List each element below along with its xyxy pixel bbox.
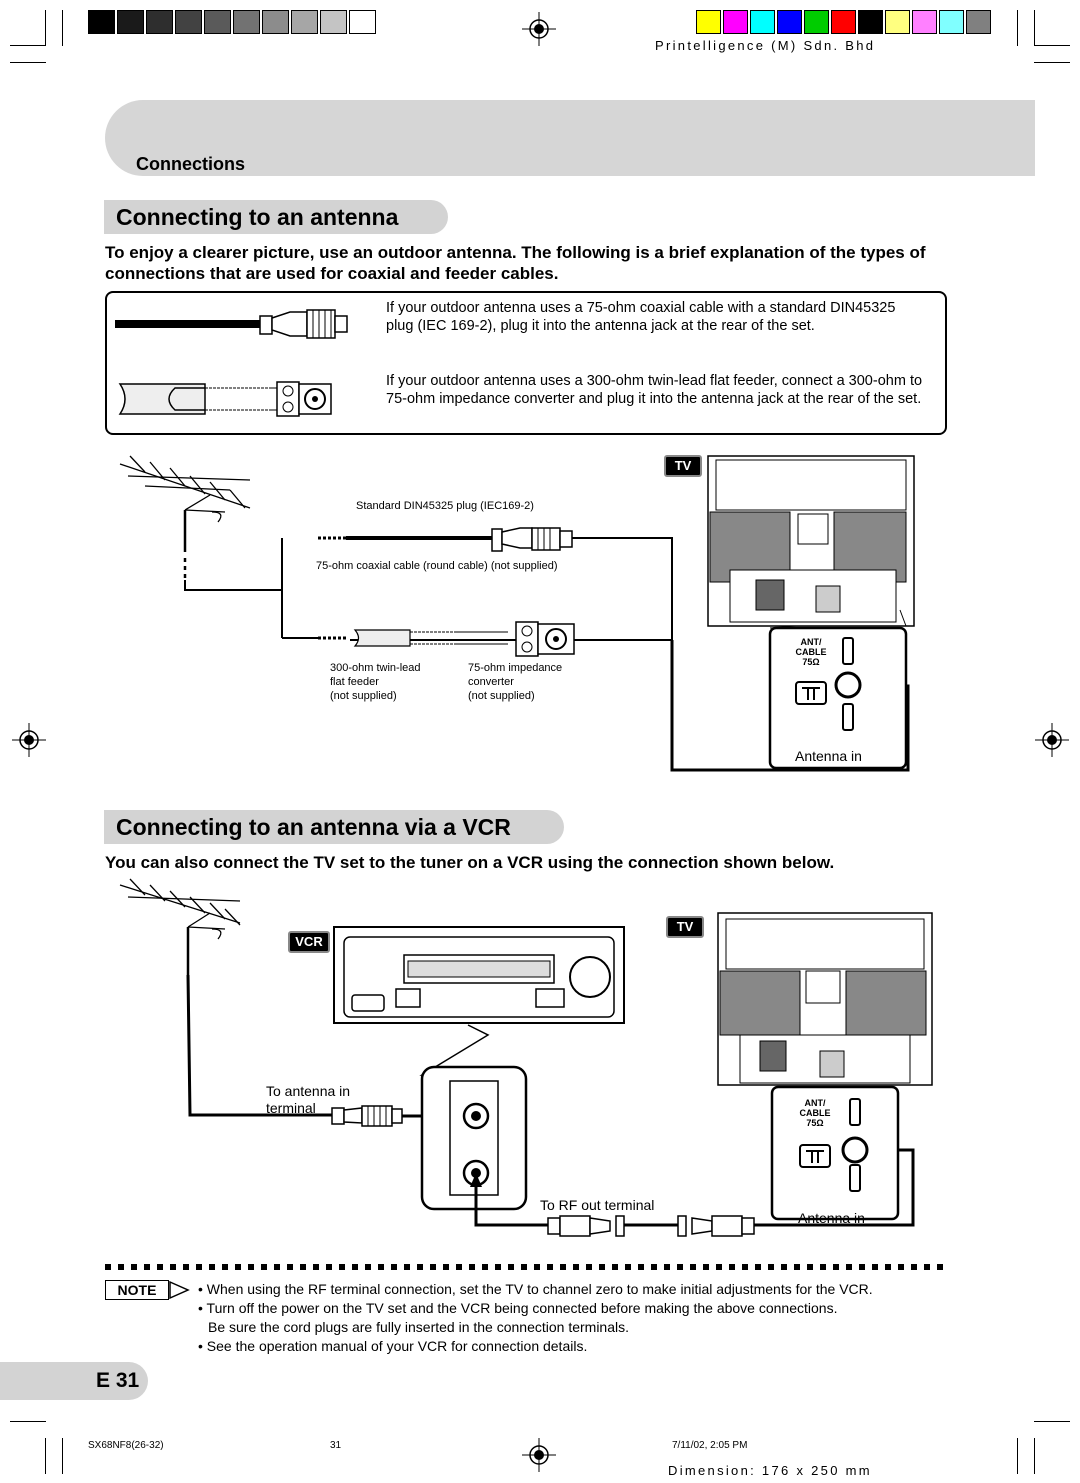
calibration-swatch	[804, 10, 829, 34]
calibration-swatch	[349, 10, 376, 34]
crop-mark	[1034, 10, 1035, 46]
ant-cable-label: ANT/ CABLE 75Ω	[795, 637, 827, 667]
vcr-tag: VCR	[288, 931, 330, 953]
calibration-swatch	[696, 10, 721, 34]
crop-mark	[45, 10, 46, 46]
ant-cable-label: ANT/ CABLE 75Ω	[799, 1098, 831, 1128]
footer-file: SX68NF8(26-32)	[88, 1440, 164, 1451]
converter-label: 75-ohm impedance converter (not supplied)	[468, 662, 563, 702]
registration-mark-icon	[12, 723, 46, 757]
calibration-swatch	[88, 10, 115, 34]
printer-credit: Printelligence (M) Sdn. Bhd	[655, 38, 876, 53]
calibration-swatch	[750, 10, 775, 34]
section-intro-vcr: You can also connect the TV set to the tuner on a VCR using the connection shown below.	[105, 853, 835, 872]
footer-date: 7/11/02, 2:05 PM	[672, 1440, 748, 1451]
twin-lead-converter-illustration	[115, 378, 345, 420]
registration-mark-icon	[522, 1438, 556, 1472]
calibration-swatch	[262, 10, 289, 34]
note-arrow-icon	[168, 1279, 190, 1301]
calibration-swatch	[146, 10, 173, 34]
crop-mark	[10, 45, 46, 46]
section-title-vcr: Connecting to an antenna via a VCR	[104, 810, 564, 844]
dotted-separator	[105, 1264, 947, 1270]
calibration-swatch	[233, 10, 260, 34]
crop-mark	[1017, 1438, 1018, 1474]
antenna-in-label: Antenna in	[795, 748, 862, 764]
tv-tag: TV	[664, 455, 702, 477]
coax-cable-label: 75-ohm coaxial cable (round cable) (not supplied)	[316, 560, 558, 572]
registration-mark-icon	[1035, 723, 1069, 757]
footer-dimension: Dimension: 176 x 250 mm	[668, 1463, 872, 1478]
to-rf-out-label: To RF out terminal	[540, 1197, 655, 1213]
crop-mark	[1034, 62, 1070, 63]
plug-label: Standard DIN45325 plug (IEC169-2)	[356, 500, 534, 512]
crop-mark	[1034, 1421, 1070, 1422]
calibration-swatch	[966, 10, 991, 34]
note-item: Be sure the cord plugs are fully inserted in the connection terminals.	[208, 1319, 630, 1335]
calibration-swatch	[117, 10, 144, 34]
calibration-swatch	[885, 10, 910, 34]
crop-mark	[45, 1438, 46, 1474]
coaxial-explanation: If your outdoor antenna uses a 75-ohm coaxial cable with a standard DIN45325 plug (IEC 169-2), plug it into the antenna jack at the rear of the set.	[386, 300, 896, 334]
calibration-swatch	[777, 10, 802, 34]
section-intro: To enjoy a clearer picture, use an outdoor antenna. The following is a brief explanation of the types of connections that are used for coaxial and feeder cables.	[105, 243, 926, 283]
crop-mark	[1034, 1438, 1035, 1474]
calibration-swatch	[858, 10, 883, 34]
crop-mark	[1017, 10, 1018, 46]
calibration-swatch	[320, 10, 347, 34]
calibration-swatch	[291, 10, 318, 34]
coaxial-plug-illustration	[115, 306, 355, 342]
header-section-title: Connections	[136, 154, 246, 174]
crop-mark	[10, 1421, 46, 1422]
section-title-antenna: Connecting to an antenna	[104, 200, 448, 234]
page-number: E 31	[0, 1362, 148, 1400]
note-item: • Turn off the power on the TV set and the VCR being connected before making the above connections.	[198, 1300, 838, 1316]
crop-mark	[62, 10, 63, 46]
twin-lead-explanation: If your outdoor antenna uses a 300-ohm twin-lead flat feeder, connect a 300-ohm to 75-ohm impedance converter and plug it into the antenna jack at the rear of the set.	[386, 373, 923, 407]
registration-mark-icon	[522, 12, 556, 46]
antenna-in-label: Antenna in	[798, 1210, 865, 1226]
note-item: • See the operation manual of your VCR for connection details.	[198, 1338, 588, 1354]
to-antenna-label: To antenna in terminal	[266, 1083, 351, 1116]
vcr-connection-diagram	[100, 875, 960, 1250]
note-badge: NOTE	[105, 1280, 169, 1300]
crop-mark	[62, 1438, 63, 1474]
footer-page: 31	[330, 1440, 342, 1451]
calibration-swatch	[939, 10, 964, 34]
calibration-swatch	[204, 10, 231, 34]
feeder-label: 300-ohm twin-lead flat feeder (not supplied)	[330, 662, 421, 702]
crop-mark	[10, 62, 46, 63]
calibration-swatch	[912, 10, 937, 34]
calibration-swatch	[831, 10, 856, 34]
note-item: • When using the RF terminal connection, set the TV to channel zero to make initial adjustments for the VCR.	[198, 1281, 873, 1297]
calibration-swatch	[723, 10, 748, 34]
tv-tag: TV	[666, 916, 704, 938]
crop-mark	[1034, 45, 1070, 46]
calibration-swatch	[175, 10, 202, 34]
